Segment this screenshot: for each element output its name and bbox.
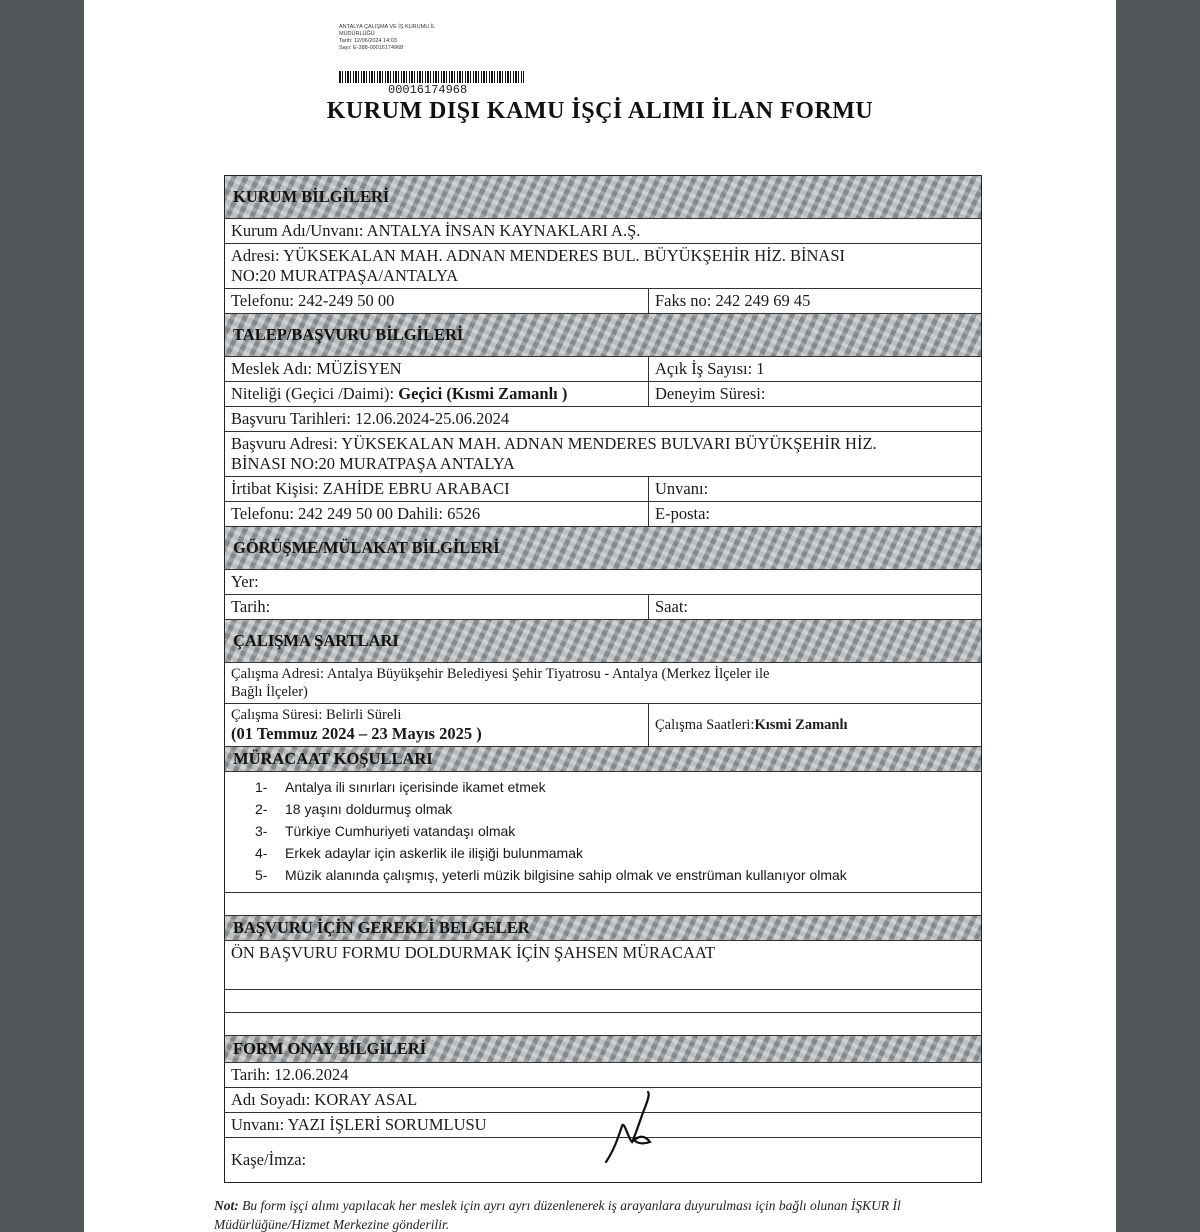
list-item-number: 5-: [255, 867, 268, 883]
list-item: [255, 776, 981, 798]
calisma-adres-line: Bağlı İlçeler): [231, 684, 308, 700]
calisma-saatleri-label: Çalışma Saatleri:: [655, 717, 755, 733]
irtibat-kisisi: İrtibat Kişisi: ZAHİDE EBRU ARABACI: [225, 477, 649, 501]
list-item-text: Erkek adaylar için askerlik ile ilişiği bulunmamak: [285, 845, 583, 861]
irtibat-telefon: Telefonu: 242 249 50 00 Dahili: 6526: [225, 502, 649, 526]
calisma-saatleri-value: Kısmi Zamanlı: [754, 717, 848, 733]
receipt-stamp: [339, 24, 539, 52]
calisma-saatleri: [649, 704, 981, 746]
list-item-number: 2-: [255, 801, 268, 817]
basvuru-adres-line: Başvuru Adresi: YÜKSEKALAN MAH. ADNAN MENDERES BULVARI BÜYÜKŞEHİR HİZ.: [231, 434, 877, 453]
list-item-text: Türkiye Cumhuriyeti vatandaşı olmak: [285, 823, 516, 839]
gorusme-yer: Yer:: [231, 572, 259, 591]
deneyim-suresi: Deneyim Süresi:: [655, 384, 766, 403]
muracaat-list-cell: [225, 772, 981, 892]
list-item: [255, 820, 981, 842]
empty-row: [225, 990, 981, 1012]
onay-kase-imza: Kaşe/İmza:: [231, 1150, 307, 1169]
document-page: [84, 0, 1116, 1232]
irtibat-unvani: Unvanı:: [655, 479, 709, 498]
list-item-text: 18 yaşını doldurmuş olmak: [285, 801, 453, 817]
barcode: [339, 71, 524, 83]
signature-mark: [604, 1090, 674, 1170]
list-item: [255, 798, 981, 820]
list-item-number: 1-: [255, 779, 268, 795]
empty-row: [225, 893, 981, 915]
empty-row: [225, 1013, 981, 1035]
section-header-kurum: KURUM BİLGİLERİ: [225, 176, 981, 218]
section-header-talep: TALEP/BAŞVURU BİLGİLERİ: [225, 314, 981, 356]
onay-adi-soyadi: Adı Soyadı: KORAY ASAL: [231, 1090, 418, 1109]
page-title: KURUM DIŞI KAMU İŞÇİ ALIMI İLAN FORMU: [326, 98, 874, 124]
niteligi-value: Geçici (Kısmi Zamanlı ): [398, 384, 568, 403]
list-item-number: 4-: [255, 845, 268, 861]
stamp-line: ANTALYA ÇALIŞMA VE İŞ KURUMU İL: [339, 24, 436, 30]
meslek-adi: Meslek Adı: MÜZİSYEN: [225, 357, 649, 381]
kurum-adres: [225, 244, 981, 288]
stamp-line: Tarih: 12/06/2024 14:03: [339, 38, 397, 44]
kurum-adres-line: Adresi: YÜKSEKALAN MAH. ADNAN MENDERES BUL. BÜYÜKŞEHİR HİZ. BİNASI: [231, 246, 846, 265]
irtibat-eposta: E-posta:: [655, 504, 710, 523]
section-header-belgeler: BAŞVURU İÇİN GEREKLİ BELGELER: [225, 916, 981, 940]
list-item-text: Antalya ili sınırları içerisinde ikamet etmek: [285, 779, 546, 795]
note-label: Not:: [214, 1198, 239, 1213]
kurum-adres-line: NO:20 MURATPAŞA/ANTALYA: [231, 266, 458, 285]
gorusme-saat: Saat:: [655, 597, 688, 616]
list-item: [255, 864, 981, 886]
kurum-telefon: Telefonu: 242-249 50 00: [225, 289, 649, 313]
belgeler-text: ÖN BAŞVURU FORMU DOLDURMAK İÇİN ŞAHSEN MÜRACAAT: [231, 943, 716, 962]
list-item-text: Müzik alanında çalışmış, yeterli müzik bilgisine sahip olmak ve enstrüman kullanıyor olmak: [285, 867, 847, 883]
stamp-line: MÜDÜRLÜĞÜ: [339, 31, 375, 37]
section-header-muracaat: MÜRACAAT KOŞULLARI: [225, 747, 981, 771]
basvuru-tarihleri: Başvuru Tarihleri: 12.06.2024-25.06.2024: [231, 409, 510, 428]
job-posting-form: [224, 175, 982, 1183]
footer-note: [214, 1196, 974, 1232]
onay-tarih: Tarih: 12.06.2024: [231, 1065, 349, 1084]
calisma-adres-line: Çalışma Adresi: Antalya Büyükşehir Belediyesi Şehir Tiyatrosu - Antalya (Merkez İlçeler ile: [231, 666, 770, 682]
niteligi: [225, 382, 649, 406]
gorusme-tarih: Tarih:: [225, 595, 649, 619]
niteligi-label: Niteliği (Geçici /Daimi):: [231, 384, 399, 403]
section-header-gorusme: GÖRÜŞME/MÜLAKAT BİLGİLERİ: [225, 527, 981, 569]
barcode-number: 00016174968: [388, 83, 468, 97]
calisma-suresi: [225, 704, 649, 746]
section-header-calisma: ÇALIŞMA ŞARTLARI: [225, 620, 981, 662]
kurum-adi: Kurum Adı/Unvanı: ANTALYA İNSAN KAYNAKLARI A.Ş.: [231, 221, 641, 240]
list-item: [255, 842, 981, 864]
kurum-faks: Faks no: 242 249 69 45: [655, 291, 811, 310]
muracaat-list: [225, 772, 981, 892]
stamp-line: Sayı: E-388-00016174968: [339, 45, 404, 51]
section-header-onay: FORM ONAY BİLGİLERİ: [225, 1036, 981, 1062]
calisma-suresi-label: Çalışma Süresi: Belirli Süreli: [231, 707, 402, 723]
basvuru-adresi: [225, 432, 981, 476]
calisma-adresi: [225, 663, 981, 703]
list-item-number: 3-: [255, 823, 268, 839]
onay-unvani: Unvanı: YAZI İŞLERİ SORUMLUSU: [231, 1115, 487, 1134]
note-text: Bu form işçi alımı yapılacak her meslek için ayrı ayrı düzenlenerek iş arayanlara duyurulması için bağlı olunan İŞKUR İl Müdürlüğüne/Hizmet Merkezine gönderilir.: [214, 1198, 901, 1232]
acik-is-sayisi: Açık İş Sayısı: 1: [655, 359, 765, 378]
calisma-suresi-value: (01 Temmuz 2024 – 23 Mayıs 2025 ): [231, 724, 482, 743]
basvuru-adres-line: BİNASI NO:20 MURATPAŞA ANTALYA: [231, 454, 515, 473]
